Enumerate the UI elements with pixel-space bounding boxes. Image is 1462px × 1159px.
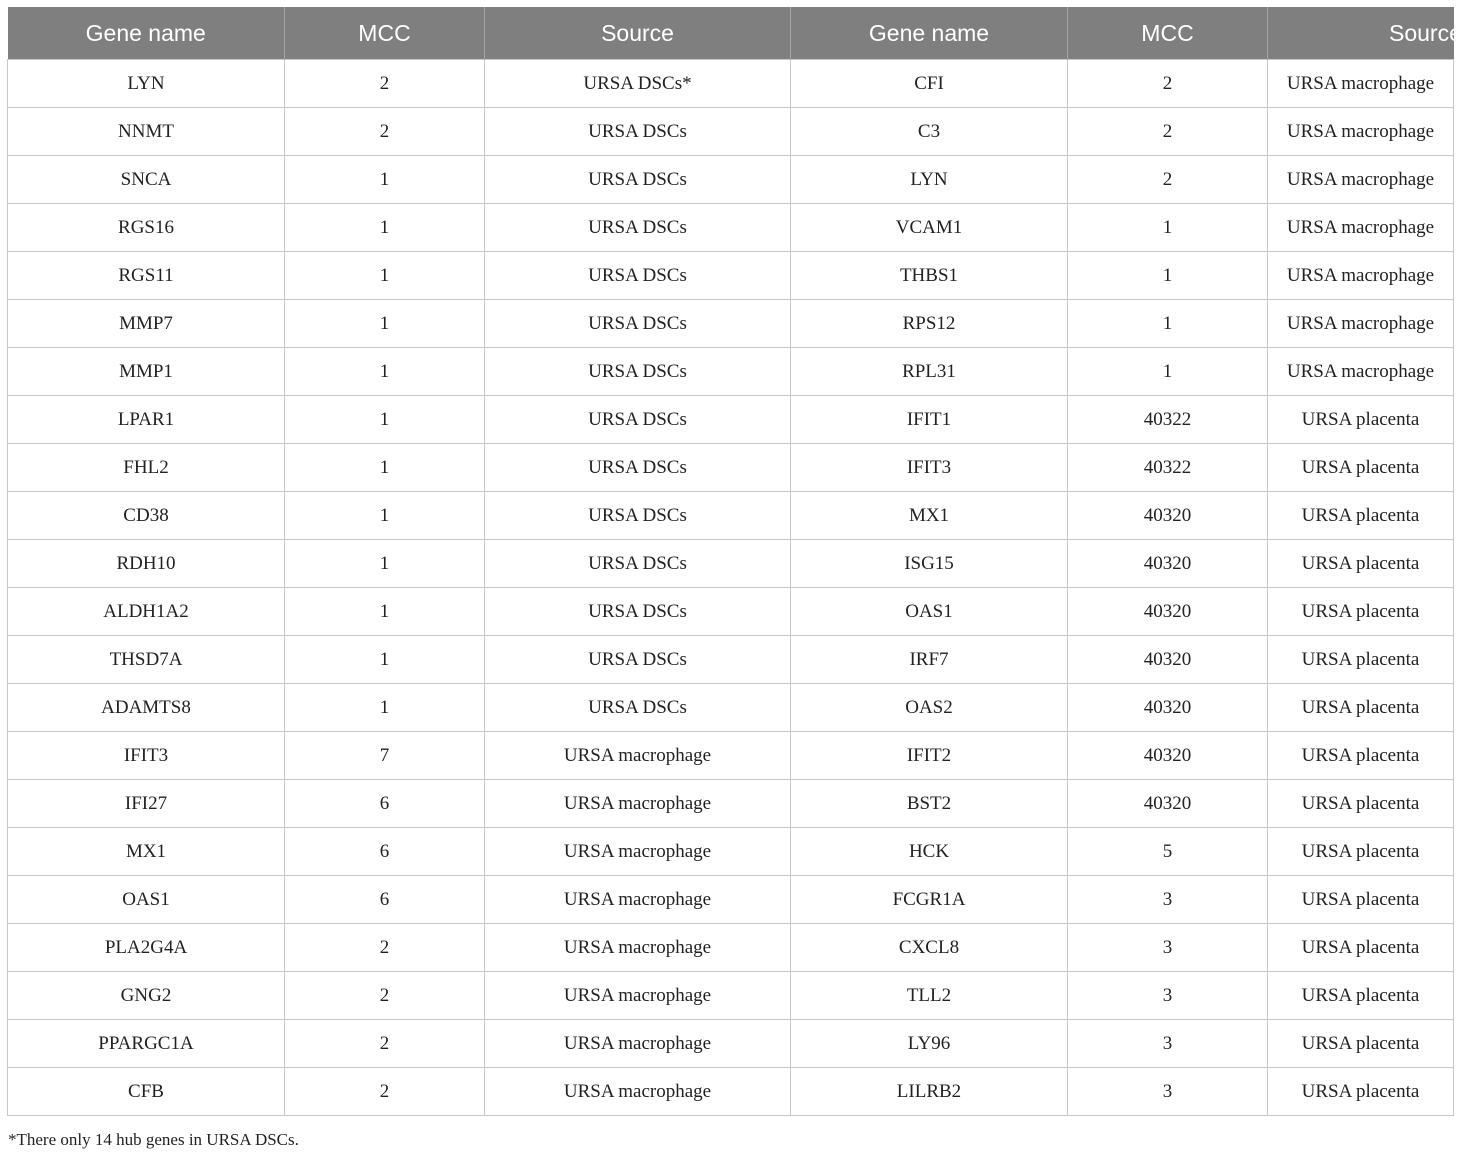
source-cell: URSA DSCs — [485, 252, 791, 300]
mcc-cell: 2 — [285, 924, 485, 972]
table-row — [8, 588, 1454, 636]
gene-name-cell: RDH10 — [8, 540, 285, 588]
mcc-cell: 1 — [1068, 252, 1268, 300]
mcc-cell: 40320 — [1068, 636, 1268, 684]
source-cell: URSA macrophage — [1268, 300, 1454, 348]
mcc-cell: 2 — [285, 1068, 485, 1116]
gene-name-cell: THSD7A — [8, 636, 285, 684]
table-row — [8, 972, 1454, 1020]
mcc-cell: 1 — [285, 684, 485, 732]
gene-name-cell: LYN — [791, 156, 1068, 204]
source-cell: URSA DSCs — [485, 108, 791, 156]
source-cell: URSA DSCs* — [485, 60, 791, 108]
header-gene-name: Gene name — [791, 7, 1068, 60]
mcc-cell: 1 — [285, 156, 485, 204]
mcc-cell: 3 — [1068, 972, 1268, 1020]
gene-name-cell: PPARGC1A — [8, 1020, 285, 1068]
gene-name-cell: C3 — [791, 108, 1068, 156]
source-cell: URSA DSCs — [485, 636, 791, 684]
source-cell: URSA macrophage — [485, 972, 791, 1020]
mcc-cell: 2 — [285, 1020, 485, 1068]
mcc-cell: 2 — [285, 972, 485, 1020]
gene-name-cell: IFIT3 — [791, 444, 1068, 492]
table-row — [8, 732, 1454, 780]
source-cell: URSA DSCs — [485, 204, 791, 252]
table-row — [8, 684, 1454, 732]
gene-name-cell: IFIT1 — [791, 396, 1068, 444]
gene-name-cell: LYN — [8, 60, 285, 108]
table-row — [8, 876, 1454, 924]
source-cell: URSA macrophage — [485, 1068, 791, 1116]
gene-name-cell: GNG2 — [8, 972, 285, 1020]
source-cell: URSA placenta — [1268, 1020, 1454, 1068]
gene-name-cell: OAS1 — [791, 588, 1068, 636]
mcc-cell: 5 — [1068, 828, 1268, 876]
gene-name-cell: LY96 — [791, 1020, 1068, 1068]
mcc-cell: 1 — [285, 588, 485, 636]
header-gene-name: Gene name — [8, 7, 285, 60]
gene-name-cell: SNCA — [8, 156, 285, 204]
table-row — [8, 60, 1454, 108]
mcc-cell: 1 — [1068, 204, 1268, 252]
mcc-cell: 2 — [1068, 108, 1268, 156]
header-mcc: MCC — [285, 7, 485, 60]
mcc-cell: 40320 — [1068, 540, 1268, 588]
mcc-cell: 3 — [1068, 1068, 1268, 1116]
mcc-cell: 1 — [285, 396, 485, 444]
table-row — [8, 828, 1454, 876]
header-source: Source — [485, 7, 791, 60]
table-body — [8, 60, 1454, 1116]
table-row — [8, 204, 1454, 252]
table-row — [8, 924, 1454, 972]
source-cell: URSA placenta — [1268, 492, 1454, 540]
gene-name-cell: CFB — [8, 1068, 285, 1116]
gene-name-cell: ADAMTS8 — [8, 684, 285, 732]
gene-name-cell: CD38 — [8, 492, 285, 540]
mcc-cell: 2 — [285, 60, 485, 108]
source-cell: URSA DSCs — [485, 300, 791, 348]
source-cell: URSA macrophage — [1268, 156, 1454, 204]
mcc-cell: 40320 — [1068, 780, 1268, 828]
mcc-cell: 3 — [1068, 924, 1268, 972]
mcc-cell: 1 — [285, 636, 485, 684]
gene-name-cell: RGS16 — [8, 204, 285, 252]
source-cell: URSA placenta — [1268, 972, 1454, 1020]
table-row — [8, 636, 1454, 684]
source-cell: URSA DSCs — [485, 348, 791, 396]
table-row — [8, 300, 1454, 348]
table-row — [8, 156, 1454, 204]
header-mcc: MCC — [1068, 7, 1268, 60]
mcc-cell: 1 — [1068, 348, 1268, 396]
footnote: *There only 14 hub genes in URSA DSCs. — [8, 1130, 299, 1149]
gene-name-cell: MX1 — [791, 492, 1068, 540]
source-cell: URSA placenta — [1268, 876, 1454, 924]
table-row — [8, 252, 1454, 300]
source-cell: URSA DSCs — [485, 396, 791, 444]
gene-name-cell: OAS2 — [791, 684, 1068, 732]
source-cell: URSA placenta — [1268, 396, 1454, 444]
gene-name-cell: ALDH1A2 — [8, 588, 285, 636]
gene-name-cell: IFIT3 — [8, 732, 285, 780]
source-cell: URSA DSCs — [485, 156, 791, 204]
source-cell: URSA placenta — [1268, 732, 1454, 780]
table-row — [8, 444, 1454, 492]
source-cell: URSA macrophage — [1268, 108, 1454, 156]
mcc-cell: 40320 — [1068, 588, 1268, 636]
source-cell: URSA macrophage — [485, 732, 791, 780]
hub-genes-table — [7, 7, 1462, 1116]
source-cell: URSA DSCs — [485, 540, 791, 588]
gene-name-cell: MMP7 — [8, 300, 285, 348]
gene-name-cell: CXCL8 — [791, 924, 1068, 972]
gene-name-cell: RGS11 — [8, 252, 285, 300]
source-cell: URSA macrophage — [1268, 252, 1454, 300]
source-cell: URSA placenta — [1268, 684, 1454, 732]
source-cell: URSA DSCs — [485, 492, 791, 540]
table-row — [8, 540, 1454, 588]
gene-name-cell: LILRB2 — [791, 1068, 1068, 1116]
gene-name-cell: HCK — [791, 828, 1068, 876]
mcc-cell: 2 — [285, 108, 485, 156]
mcc-cell: 2 — [1068, 156, 1268, 204]
source-cell: URSA placenta — [1268, 828, 1454, 876]
mcc-cell: 2 — [1068, 60, 1268, 108]
mcc-cell: 6 — [285, 828, 485, 876]
table-header — [8, 7, 1462, 60]
gene-name-cell: FCGR1A — [791, 876, 1068, 924]
source-cell: URSA placenta — [1268, 588, 1454, 636]
mcc-cell: 40320 — [1068, 492, 1268, 540]
mcc-cell: 6 — [285, 876, 485, 924]
gene-name-cell: LPAR1 — [8, 396, 285, 444]
source-cell: URSA macrophage — [485, 780, 791, 828]
gene-name-cell: OAS1 — [8, 876, 285, 924]
table-row — [8, 396, 1454, 444]
gene-name-cell: MMP1 — [8, 348, 285, 396]
gene-name-cell: RPL31 — [791, 348, 1068, 396]
gene-name-cell: TLL2 — [791, 972, 1068, 1020]
header-source: Source — [1268, 7, 1454, 60]
table-row — [8, 348, 1454, 396]
source-cell: URSA placenta — [1268, 444, 1454, 492]
source-cell: URSA placenta — [1268, 636, 1454, 684]
mcc-cell: 40320 — [1068, 732, 1268, 780]
gene-name-cell: MX1 — [8, 828, 285, 876]
source-cell: URSA DSCs — [485, 588, 791, 636]
table-row — [8, 1020, 1454, 1068]
table-container — [7, 7, 1462, 1116]
gene-name-cell: ISG15 — [791, 540, 1068, 588]
source-cell: URSA placenta — [1268, 780, 1454, 828]
gene-name-cell: RPS12 — [791, 300, 1068, 348]
mcc-cell: 1 — [285, 540, 485, 588]
mcc-cell: 40320 — [1068, 684, 1268, 732]
mcc-cell: 1 — [285, 348, 485, 396]
source-cell: URSA DSCs — [485, 444, 791, 492]
mcc-cell: 1 — [285, 300, 485, 348]
mcc-cell: 3 — [1068, 1020, 1268, 1068]
mcc-cell: 40322 — [1068, 444, 1268, 492]
gene-name-cell: BST2 — [791, 780, 1068, 828]
gene-name-cell: VCAM1 — [791, 204, 1068, 252]
table-row — [8, 492, 1454, 540]
mcc-cell: 7 — [285, 732, 485, 780]
gene-name-cell: FHL2 — [8, 444, 285, 492]
source-cell: URSA macrophage — [485, 1020, 791, 1068]
gene-name-cell: NNMT — [8, 108, 285, 156]
source-cell: URSA macrophage — [485, 924, 791, 972]
mcc-cell: 1 — [285, 252, 485, 300]
gene-name-cell: IFIT2 — [791, 732, 1068, 780]
mcc-cell: 6 — [285, 780, 485, 828]
source-cell: URSA macrophage — [1268, 60, 1454, 108]
gene-name-cell: PLA2G4A — [8, 924, 285, 972]
source-cell: URSA macrophage — [1268, 348, 1454, 396]
source-cell: URSA macrophage — [485, 876, 791, 924]
mcc-cell: 1 — [285, 444, 485, 492]
source-cell: URSA DSCs — [485, 684, 791, 732]
gene-name-cell: CFI — [791, 60, 1068, 108]
mcc-cell: 1 — [1068, 300, 1268, 348]
source-cell: URSA placenta — [1268, 540, 1454, 588]
mcc-cell: 1 — [285, 204, 485, 252]
source-cell: URSA placenta — [1268, 924, 1454, 972]
table-row — [8, 108, 1454, 156]
gene-name-cell: THBS1 — [791, 252, 1068, 300]
table-row — [8, 780, 1454, 828]
mcc-cell: 3 — [1068, 876, 1268, 924]
gene-name-cell: IFI27 — [8, 780, 285, 828]
source-cell: URSA macrophage — [1268, 204, 1454, 252]
table-row — [8, 1068, 1454, 1116]
gene-name-cell: IRF7 — [791, 636, 1068, 684]
mcc-cell: 1 — [285, 492, 485, 540]
header-row — [8, 7, 1454, 60]
mcc-cell: 40322 — [1068, 396, 1268, 444]
source-cell: URSA macrophage — [485, 828, 791, 876]
source-cell: URSA placenta — [1268, 1068, 1454, 1116]
